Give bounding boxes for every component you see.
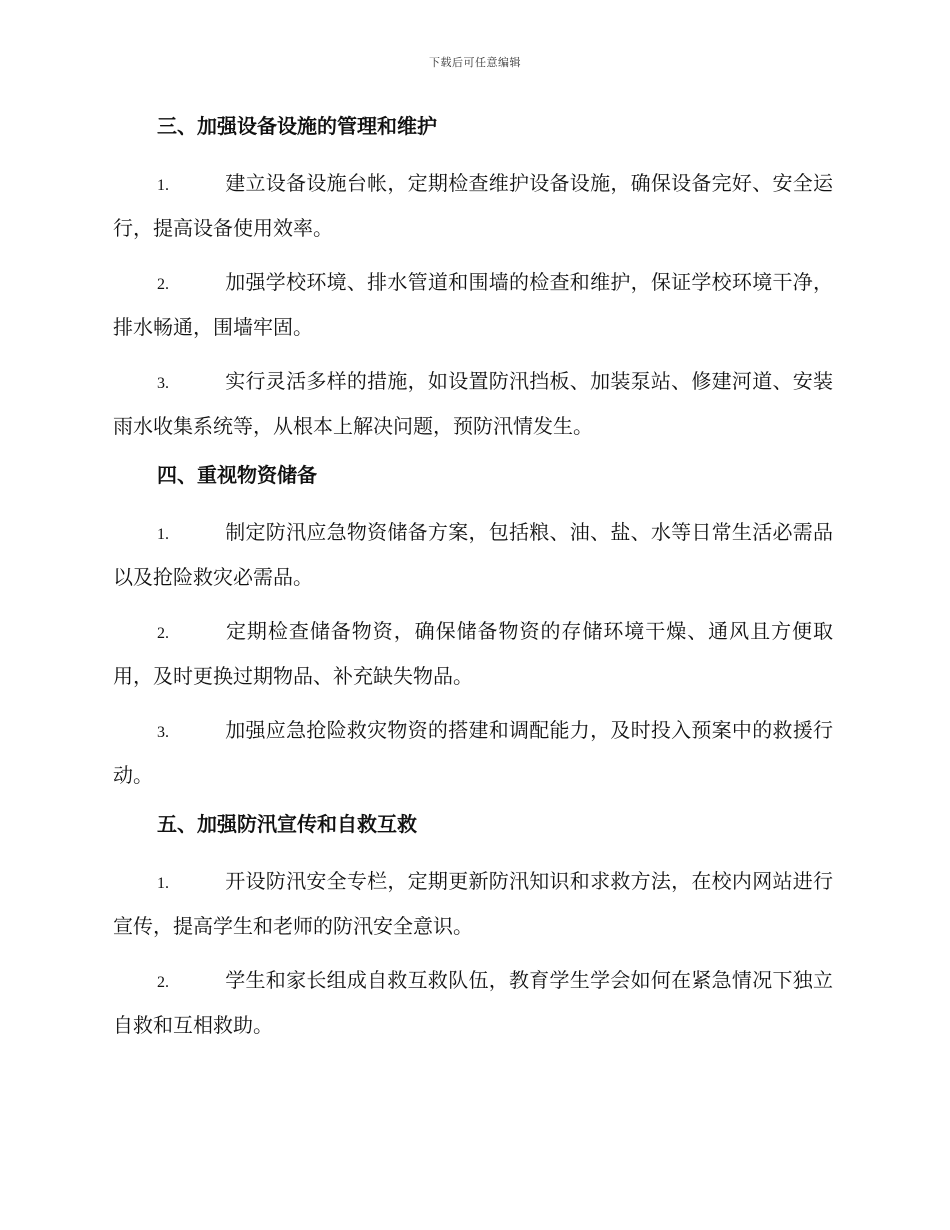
item-number: 1.	[157, 875, 169, 892]
item-text: 制定防汛应急物资储备方案，包括粮、油、盐、水等日常生活必需品以及抢险救灾必需品。	[113, 520, 833, 589]
list-item	[113, 959, 833, 1046]
item-number: 3.	[157, 375, 169, 392]
item-number: 2.	[157, 974, 169, 991]
item-text: 实行灵活多样的措施，如设置防汛挡板、加装泵站、修建河道、安装雨水收集系统等，从根本上解决问题，预防汛情发生。	[113, 369, 833, 438]
document-body	[113, 110, 833, 1058]
section-heading: 三、加强设备设施的管理和维护	[157, 114, 437, 138]
section-heading: 五、加强防汛宣传和自救互救	[157, 812, 417, 836]
item-number: 3.	[157, 724, 169, 741]
section-heading: 四、重视物资储备	[157, 463, 317, 487]
item-text: 定期检查储备物资，确保储备物资的存储环境干燥、通风且方便取用，及时更换过期物品、补充缺失物品。	[113, 619, 833, 688]
list-item	[113, 610, 833, 697]
item-text: 加强学校环境、排水管道和围墙的检查和维护，保证学校环境干净，排水畅通，围墙牢固。	[113, 270, 833, 339]
section-5	[113, 808, 833, 1046]
item-text: 加强应急抢险救灾物资的搭建和调配能力，及时投入预案中的救援行动。	[113, 718, 833, 787]
list-item	[113, 162, 833, 249]
item-number: 1.	[157, 177, 169, 194]
item-number: 1.	[157, 526, 169, 543]
item-text: 建立设备设施台帐，定期检查维护设备设施，确保设备完好、安全运行，提高设备使用效率。	[113, 171, 833, 240]
item-text: 学生和家长组成自救互救队伍，教育学生学会如何在紧急情况下独立自救和互相救助。	[113, 968, 833, 1037]
item-number: 2.	[157, 276, 169, 293]
list-item	[113, 360, 833, 447]
section-4	[113, 459, 833, 796]
list-item	[113, 511, 833, 598]
section-3	[113, 110, 833, 447]
list-item	[113, 709, 833, 796]
item-text: 开设防汛安全专栏，定期更新防汛知识和求救方法，在校内网站进行宣传，提高学生和老师的防汛安全意识。	[113, 869, 833, 938]
item-number: 2.	[157, 625, 169, 642]
list-item	[113, 261, 833, 348]
list-item	[113, 860, 833, 947]
header-note: 下载后可任意编辑	[429, 56, 521, 69]
